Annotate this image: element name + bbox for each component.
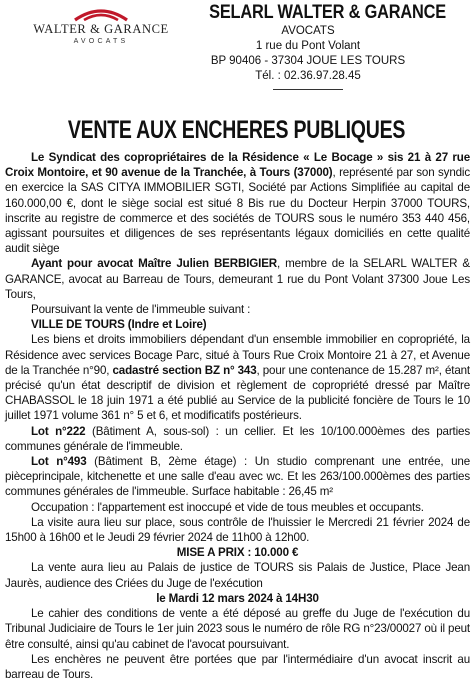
- paragraph-bidding: Les enchères ne peuvent être portées que par l'intermédiaire d'un avocat inscrit au barreau de Tours.: [5, 652, 470, 681]
- firm-header: [193, 2, 447, 90]
- paragraph-sale-location: La vente aura lieu au Palais de justice de TOURS sis Palais de Justice, Place Jean Jaurès, audience des Criées du Juge de l'exécution: [5, 561, 470, 590]
- paragraph-occupation: Occupation : l'appartement est inoccupé et vide de tous meubles et occupants.: [31, 500, 424, 514]
- logo-arcs-icon: [72, 6, 130, 22]
- header-divider: [273, 89, 343, 90]
- lot-493-details: (Bâtiment B, 2ème étage) : Un studio comprenant une entrée, une pièceprincipale, kitchenette et une salle d'eau avec wc. Et les 263/100.000èmes des parties communes générales de l'immeuble. Surface habitable : 26,45 m²: [5, 455, 470, 499]
- property-description: Les biens et droits immobiliers dépendant d'un ensemble immobilier en copropriété, la Résidence avec services Bocage Parc, situé à Tours Rue Croix Montoire 21 à 27, et Avenue de la Tranchée n°90,: [5, 333, 470, 377]
- property-city-label: VILLE DE TOURS (Indre et Loire): [31, 318, 207, 332]
- creditor-details: , représenté par son syndic en exercice la SAS CITYA IMMOBILIER SGTI, Société par Actions Simplifiée au capital de 160.000,00 €, dont le siège social est situé 8 Bis rue du Docteur Herpin 37000 TOURS, inscrite au registre de commerce et des sociétés de TOURS sous le numéro 353 440 456, agissant poursuites et diligences de ses représentants légaux domiciliés en cette qualité audit siège: [5, 166, 470, 256]
- lot-222-label: Lot n°222: [31, 424, 86, 438]
- firm-address-1: 1 rue du Pont Volant: [255, 40, 361, 52]
- paragraph-pursuing: Poursuivant la vente de l'immeuble suivant :: [31, 303, 251, 317]
- paragraph-creditor: [5, 150, 470, 256]
- cadastre-reference: cadastré section BZ n° 343: [112, 363, 257, 377]
- page-title: VENTE AUX ENCHERES PUBLIQUES: [67, 116, 406, 144]
- creditor-name: Le Syndicat des copropriétaires de la Résidence « Le Bocage » sis 21 à 27 rue Croix Montoire, et 90 avenue de la Tranchée, à Tours (37000): [5, 151, 470, 180]
- lawyer-details: , membre de la SELARL WALTER & GARANCE, avocat au Barreau de Tours, demeurant 1 rue du Pont Volant 37300 Joue Les Tours,: [5, 257, 471, 301]
- sale-date: le Mardi 12 mars 2024 à 14H30: [156, 591, 319, 605]
- paragraph-lot-222: [5, 424, 470, 454]
- paragraph-lawyer: [5, 256, 470, 302]
- firm-address-2: BP 90406 - 37304 JOUE LES TOURS: [210, 55, 406, 67]
- paragraph-lot-493: [5, 454, 470, 500]
- property-description-cont: , pour une contenance de 15.287 m², étant précisé qu'un état descriptif de division et règlement de copropriété dressé par Maître CHABASSOL le 18 juin 1971 a été publié au Service de la publicité foncière de Tours le 10 juillet 1971 volume 361 n° 5 et 6, et modificatifs postérieurs.: [5, 363, 470, 423]
- logo-subtitle: AVOCATS: [73, 38, 129, 45]
- firm-role: AVOCATS: [281, 25, 335, 37]
- starting-price: MISE A PRIX : 10.000 €: [176, 546, 299, 560]
- notice-body: [5, 150, 470, 682]
- firm-logo: [26, 6, 176, 56]
- firm-name: SELARL WALTER & GARANCE: [209, 2, 447, 23]
- paragraph-property: [5, 332, 470, 423]
- paragraph-conditions: Le cahier des conditions de vente a été déposé au greffe du Juge de l'exécution du Tribunal Judiciaire de Tours le 1er juin 2023 sous le numéro de rôle RG n°23/00027 où il peut être consulté, ainsi qu'au cabinet de l'avocat poursuivant.: [5, 607, 470, 651]
- paragraph-visit: La visite aura lieu sur place, sous contrôle de l'huissier le Mercredi 21 février 2024 de 15h00 à 16h00 et le Jeudi 29 février 2024 de 11h00 à 12h00.: [5, 515, 470, 545]
- property-city: [5, 317, 470, 332]
- lot-222-details: (Bâtiment A, sous-sol) : un cellier. Et les 10/100.000èmes des parties communes générale de l'immeuble.: [5, 424, 470, 453]
- firm-phone: Tél. : 02.36.97.28.45: [255, 70, 361, 82]
- logo-wordmark: WALTER & GARANCE: [33, 22, 169, 36]
- lawyer-name: Ayant pour avocat Maître Julien BERBIGIER: [31, 257, 278, 271]
- lot-493-label: Lot n°493: [31, 455, 87, 469]
